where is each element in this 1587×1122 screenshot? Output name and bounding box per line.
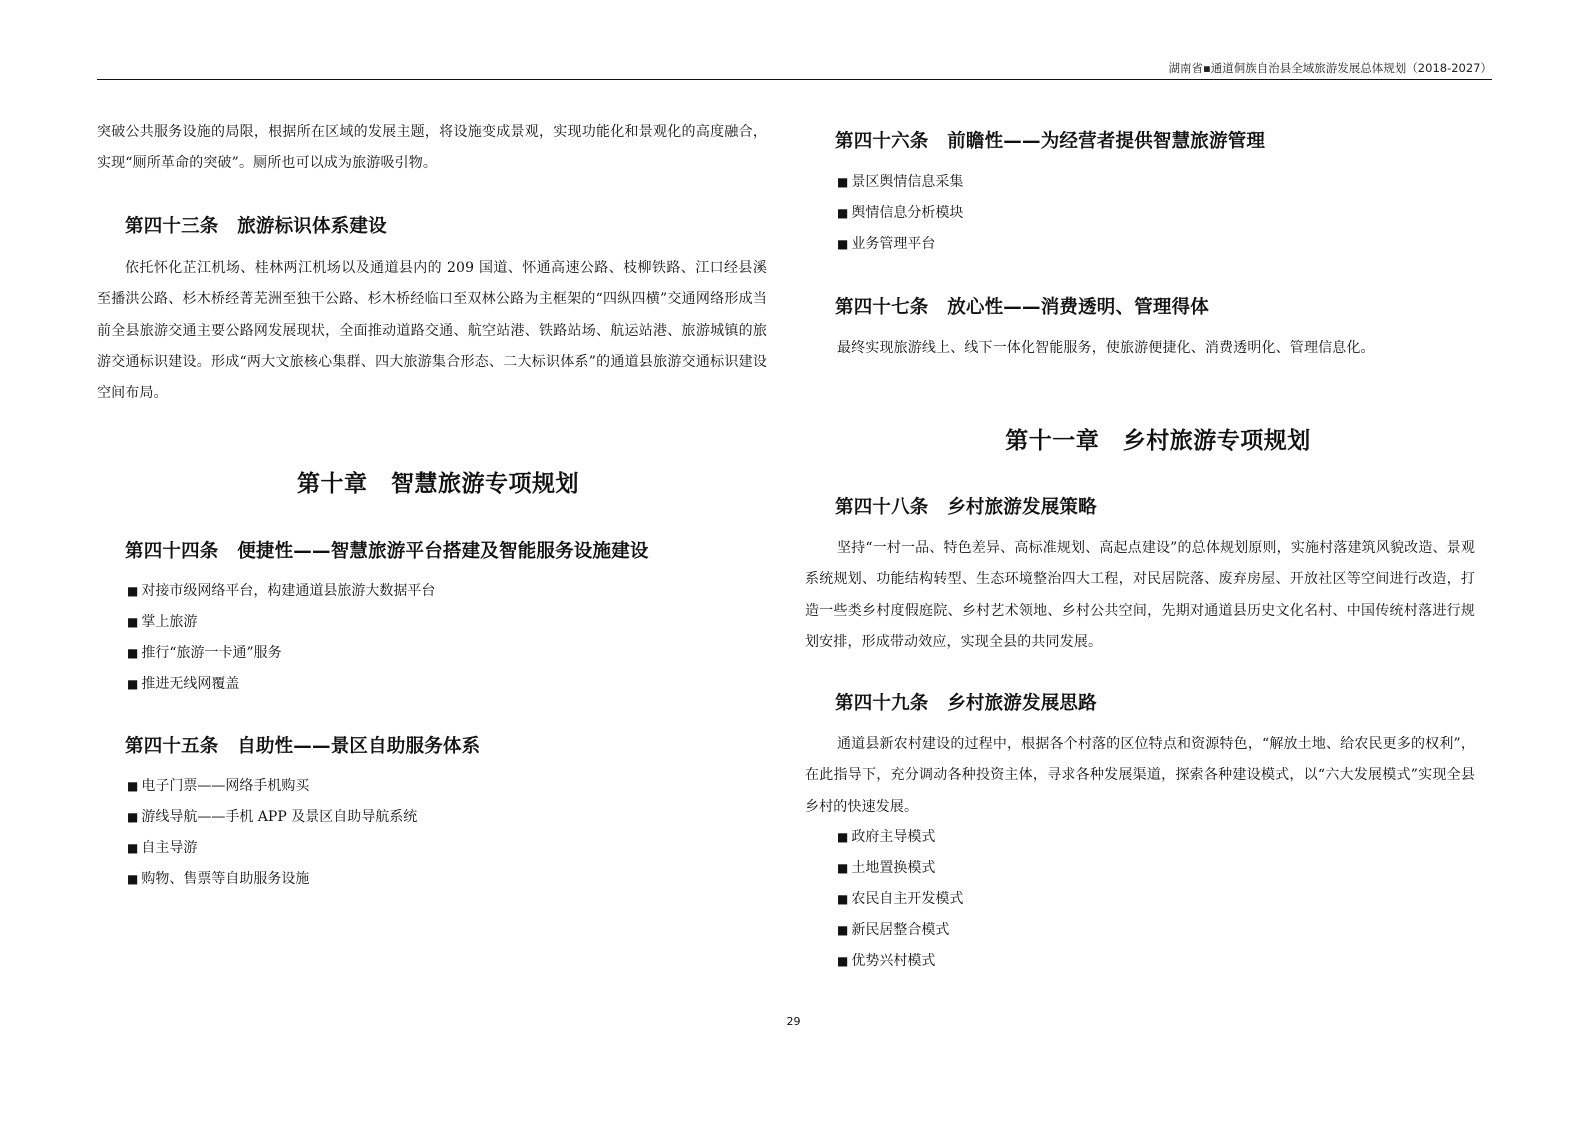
list-item: ■ 对接市级网络平台，构建通道县旅游大数据平台 bbox=[127, 583, 436, 599]
list-item: ■ 自主导游 bbox=[127, 840, 198, 856]
square-bullet-icon: ■ bbox=[127, 677, 139, 691]
header-rule bbox=[97, 79, 1492, 80]
list-item: ■ 推行“旅游一卡通”服务 bbox=[127, 645, 282, 661]
page-number: 29 bbox=[786, 1015, 801, 1028]
list-item: ■ 舆情信息分析模块 bbox=[837, 205, 964, 221]
square-bullet-icon: ■ bbox=[127, 615, 139, 629]
square-bullet-icon: ■ bbox=[127, 779, 139, 793]
article-44-title: 第四十四条 便捷性——智慧旅游平台搭建及智能服务设施建设 bbox=[125, 541, 649, 562]
list-item: ■ 政府主导模式 bbox=[837, 829, 936, 845]
square-bullet-icon: ■ bbox=[837, 830, 849, 844]
article-48-body: 坚持“一村一品、特色差异、高标准规划、高起点建设”的总体规划原则，实施村落建筑风貌改造、景观系统规划、功能结构转型、生态环境整治四大工程，对民居院落、废弃房屋、开放社区等空间进行改造，打造一些类乡村度假庭院、乡村艺术领地、乡村公共空间，先期对通道县历史文化名村、中国传统村落进行规划安排，形成带动效应，实现全县的共同发展。 bbox=[805, 540, 1475, 650]
square-bullet-icon: ■ bbox=[127, 646, 139, 660]
article-48-title: 第四十八条 乡村旅游发展策略 bbox=[835, 497, 1097, 518]
article-49-list bbox=[837, 822, 963, 977]
chapter-10-title: 第十章 智慧旅游专项规划 bbox=[297, 471, 579, 497]
article-45-list bbox=[127, 771, 417, 895]
square-bullet-icon: ■ bbox=[837, 861, 849, 875]
running-header: 湖南省▪通道侗族自治县全域旅游发展总体规划（2018-2027） bbox=[1168, 61, 1492, 75]
article-46-list bbox=[837, 167, 963, 260]
square-bullet-icon: ■ bbox=[837, 954, 849, 968]
article-49-title: 第四十九条 乡村旅游发展思路 bbox=[835, 693, 1097, 714]
list-item: ■ 新民居整合模式 bbox=[837, 922, 950, 938]
list-item: ■ 推进无线网覆盖 bbox=[127, 676, 240, 692]
article-43-body: 依托怀化芷江机场、桂林两江机场以及通道县内的 209 国道、怀通高速公路、枝柳铁路、江口经县溪至播洪公路、杉木桥经菁芜洲至独干公路、杉木桥经临口至双林公路为主框架的“四纵四横”交通网络形成当前全县旅游交通主要公路网发展现状，全面推动道路交通、航空站港、铁路站场、航运站港、旅游城镇的旅游交通标识建设。形成“两大文旅核心集群、四大旅游集合形态、二大标识体系”的通道县旅游交通标识建设空间布局。 bbox=[97, 260, 767, 402]
list-item: ■ 业务管理平台 bbox=[837, 236, 936, 252]
square-bullet-icon: ■ bbox=[127, 872, 139, 886]
square-bullet-icon: ■ bbox=[837, 892, 849, 906]
article-47-body: 最终实现旅游线上、线下一体化智能服务，使旅游便捷化、消费透明化、管理信息化。 bbox=[837, 340, 1375, 356]
square-bullet-icon: ■ bbox=[127, 584, 139, 598]
article-45-title: 第四十五条 自助性——景区自助服务体系 bbox=[125, 736, 481, 757]
article-43-title: 第四十三条 旅游标识体系建设 bbox=[125, 216, 387, 237]
list-item: ■ 购物、售票等自助服务设施 bbox=[127, 871, 310, 887]
article-44-list bbox=[127, 576, 435, 700]
chapter-11-title: 第十一章 乡村旅游专项规划 bbox=[1005, 428, 1311, 454]
list-item: ■ 掌上旅游 bbox=[127, 614, 198, 630]
list-item: ■ 优势兴村模式 bbox=[837, 953, 936, 969]
square-bullet-icon: ■ bbox=[837, 237, 849, 251]
article-49-body: 通道县新农村建设的过程中，根据各个村落的区位特点和资源特色，“解放土地、给农民更多的权利”，在此指导下，充分调动各种投资主体，寻求各种发展渠道，探索各种建设模式，以“六大发展模式”实现全县乡村的快速发展。 bbox=[805, 736, 1475, 815]
list-item: ■ 景区舆情信息采集 bbox=[837, 174, 964, 190]
article-46-title: 第四十六条 前瞻性——为经营者提供智慧旅游管理 bbox=[835, 131, 1266, 152]
article-47-title: 第四十七条 放心性——消费透明、管理得体 bbox=[835, 297, 1210, 318]
square-bullet-icon: ■ bbox=[837, 175, 849, 189]
square-bullet-icon: ■ bbox=[127, 841, 139, 855]
list-item: ■ 游线导航——手机 APP 及景区自助导航系统 bbox=[127, 809, 418, 825]
list-item: ■ 土地置换模式 bbox=[837, 860, 936, 876]
square-bullet-icon: ■ bbox=[837, 206, 849, 220]
list-item: ■ 农民自主开发模式 bbox=[837, 891, 964, 907]
square-bullet-icon: ■ bbox=[127, 810, 139, 824]
list-item: ■ 电子门票——网络手机购买 bbox=[127, 778, 310, 794]
square-bullet-icon: ■ bbox=[837, 923, 849, 937]
intro-paragraph: 突破公共服务设施的局限，根据所在区域的发展主题，将设施变成景观，实现功能化和景观化的高度融合，实现“厕所革命的突破”。厕所也可以成为旅游吸引物。 bbox=[97, 124, 767, 172]
